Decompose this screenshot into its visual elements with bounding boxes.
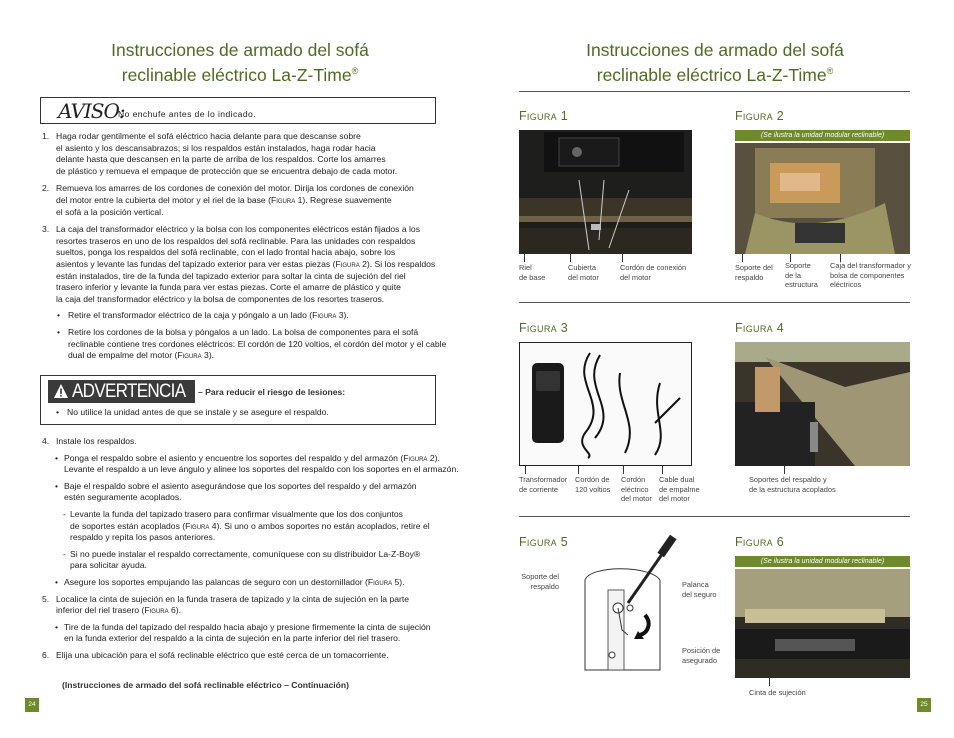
figure-1-photo bbox=[519, 130, 692, 254]
step-1: Haga rodar gentilmente el sofá eléctrico hacia delante para que descanse sobre el asiento y los descansabrazos; si los respaldos están instalados, haga rodar hacia delante hasta que descansen en la parte de arriba de los respaldos. Corte los amarres de plástico y remueva el empaque de protección que se encuentra debajo de cada motor. 1. bbox=[42, 131, 398, 176]
figure-6-photo bbox=[735, 569, 910, 678]
steps-1-3 bbox=[40, 131, 460, 362]
brackets-engaged-image bbox=[735, 342, 910, 466]
aviso-text: No enchufe antes de lo indicado. bbox=[118, 109, 256, 119]
aviso-box bbox=[40, 97, 436, 124]
page-number-left: 24 bbox=[25, 698, 39, 712]
warning-triangle-icon bbox=[53, 383, 69, 399]
figure-4-photo bbox=[735, 342, 910, 466]
step-3-bullet: Retire el transformador eléctrico de la caja y póngalo a un lado (Figura 3). • bbox=[57, 310, 349, 321]
advertencia-subtitle: – Para reducir el riesgo de lesiones: bbox=[198, 387, 346, 397]
step-3-bullet: Retire los cordones de la bolsa y póngalos a un lado. La bolsa de componentes para el sofá reclinable contiene tres cordones eléctricos: El cordón de 120 voltios, el cordón del motor y el cable dual de empalme del motor (Figura 3). • bbox=[57, 326, 447, 361]
figure-2-title: Figura 2 bbox=[735, 109, 784, 123]
step-3: La caja del transformador eléctrico y la bolsa con los componentes eléctricos están fijados a los resortes traseros en uno de los respaldos del sofá reclinable. Para las unidades con respaldos sueltos, ponga los respaldos del sofá reclinable, con el lado frontal hacia abajo, sobre los asientos y levante las fundas del tapizado exterior para ver estas piezas (Figura 2). Si los respaldos están instalados, tire de la funda del tapizado exterior para soltar la cinta de sujeción del riel trasero inferior y levante la funda para ver estas piezas. Corte el amarre de plástico y quite la caja del transformador eléctrico y la bolsa de componentes de los resortes traseros. 3. bbox=[42, 224, 436, 304]
figure-5-title: Figura 5 bbox=[519, 535, 568, 549]
fig3-label-cable-dual: Cable dual de empalme del motor bbox=[659, 475, 700, 504]
figure-3-title: Figura 3 bbox=[519, 321, 568, 335]
fastening-strip-image bbox=[735, 569, 910, 678]
fig2-label-soporte-respaldo: Soporte del respaldo bbox=[735, 263, 773, 282]
left-page-title: Instrucciones de armado del sofá reclinable eléctrico La-Z-Time® bbox=[111, 40, 369, 85]
figure-2-photo bbox=[735, 143, 910, 254]
advertencia-banner bbox=[48, 380, 195, 403]
advertencia-bullet: • No utilice la unidad antes de que se instale y se asegure el respaldo. bbox=[56, 407, 329, 417]
continuation-note: (Instrucciones de armado del sofá reclinable eléctrico – Continuación) bbox=[62, 680, 350, 690]
page-number-right: 25 bbox=[917, 698, 931, 712]
fig3-label-transformador: Transformador de corriente bbox=[519, 475, 568, 494]
fig6-label-cinta: Cinta de sujeción bbox=[749, 688, 806, 697]
step-5: Localice la cinta de sujeción en la funda trasera de tapizado y la cinta de sujeción en la parte inferior del riel trasero (Figura 6). 5. bbox=[42, 593, 410, 616]
fig5-label-palanca: Palanca del seguro bbox=[682, 580, 717, 599]
fig1-label-cordon: Cordón de conexión del motor bbox=[620, 263, 687, 282]
fig3-label-cordon-120: Cordón de 120 voltios bbox=[575, 475, 611, 494]
fig5-label-posicion: Posición de asegurado bbox=[682, 646, 721, 665]
steps-4-6 bbox=[40, 436, 460, 662]
fig4-label-soportes: Soportes del respaldo y de la estructura acoplados bbox=[749, 475, 836, 494]
fig1-label-riel: Riel de base bbox=[519, 263, 546, 282]
advertencia-heading: ADVERTENCIA bbox=[72, 381, 186, 402]
step-4-bullet: Baje el respaldo sobre el asiento asegurándose que los soportes del respaldo y del armazón estén seguramente acoplados. • bbox=[55, 480, 417, 503]
divider-top bbox=[519, 91, 910, 92]
step-4-dash: Si no puede instalar el respaldo correctamente, comuníquese con su distribuidor La-Z-Boy® para solicitar ayuda. - bbox=[63, 548, 421, 571]
figure-4-title: Figura 4 bbox=[735, 321, 784, 335]
divider-mid-1 bbox=[519, 302, 910, 303]
advertencia-box bbox=[40, 375, 436, 425]
step-4: Instale los respaldos. 4. bbox=[42, 436, 137, 446]
step-4-bullet: Ponga el respaldo sobre el asiento y encuentre los soportes del respaldo y del armazón (Figura 2). Levante el respaldo a un leve ángulo y alinee los soportes del respaldo con los soportes en el armazón. • bbox=[55, 452, 459, 475]
right-page-title: Instrucciones de armado del sofá reclinable eléctrico La-Z-Time® bbox=[586, 40, 844, 85]
fig1-label-cubierta: Cubierta del motor bbox=[568, 263, 599, 282]
step-6: Elija una ubicación para el sofá reclinable eléctrico que esté cerca de un tomacorriente. 6. bbox=[42, 649, 389, 660]
figure-1-title: Figura 1 bbox=[519, 109, 568, 123]
figure-6-note: (Se ilustra la unidad modular reclinable) bbox=[735, 556, 910, 567]
back-cushion-image bbox=[735, 143, 910, 254]
figure-2-note: (Se ilustra la unidad modular reclinable) bbox=[735, 130, 910, 141]
figure-6-title: Figura 6 bbox=[735, 535, 784, 549]
fig3-label-cordon-motor: Cordón eléctrico del motor bbox=[621, 475, 652, 504]
fig2-label-soporte-estructura: Soporte de la estructura bbox=[785, 261, 818, 290]
step-4-bullet: Asegure los soportes empujando las palancas de seguro con un destornillador (Figura 5). • bbox=[55, 576, 405, 587]
motor-rail-image bbox=[519, 130, 692, 254]
figure-3-photo bbox=[519, 342, 692, 466]
aviso-heading: AVISO: bbox=[58, 99, 125, 123]
divider-mid-2 bbox=[519, 516, 910, 517]
fig5-label-soporte: Soporte del respaldo bbox=[521, 572, 559, 591]
figure-5-diagram bbox=[560, 535, 690, 675]
step-5-bullet: Tire de la funda del tapizado del respaldo hacia abajo y presione firmemente la cinta de sujeción en la funda exterior del respaldo a la cinta de sujeción en la parte inferior del riel trasero. • bbox=[55, 621, 431, 644]
electrical-components-image bbox=[520, 343, 691, 465]
step-2: Remueva los amarres de los cordones de conexión del motor. Dirija los cordones de conexión del motor entre la cubierta del motor y el riel de la base (Figura 1). Regrese suavemente el sofá a la posición vertical. 2. bbox=[42, 183, 414, 217]
step-4-dash: Levante la funda del tapizado trasero para confirmar visualmente que los dos conjuntos de soportes están acoplados (Figura 4). Si uno o ambos soportes no están acoplados, retire el respaldo y repita los pasos anteriores. - bbox=[63, 508, 430, 543]
fig2-label-caja: Caja del transformador y bolsa de componentes eléctricos bbox=[830, 261, 911, 290]
